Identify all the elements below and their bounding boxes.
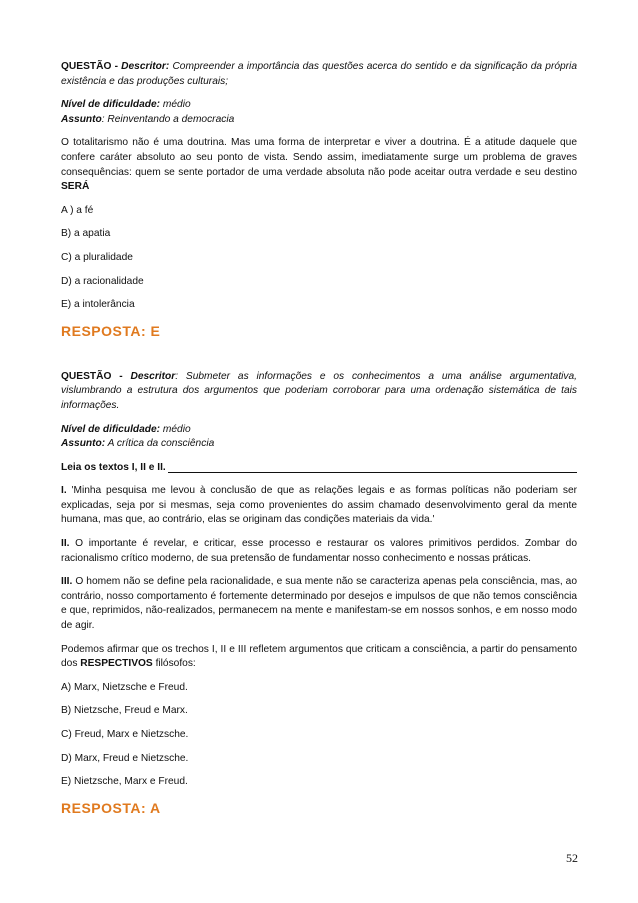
q2-read-texts-label: Leia os textos I, II e II.: [61, 461, 166, 473]
q1-statement: [61, 136, 577, 194]
q1-option-b: B) a apatia: [61, 228, 111, 240]
q2-option-d: D) Marx, Freud e Nietzsche.: [61, 752, 189, 764]
page-number: 52: [566, 851, 578, 865]
q1-answer: RESPOSTA: E: [61, 322, 161, 339]
q1-nivel-value: médio: [160, 99, 191, 111]
q2-text-3-body: O homem não se define pela racionalidade, e sua mente não se caracteriza apenas pela consciência, mas, ao contrário, nosso comportamento é fortemente determinado por desejos e impulsos de que não temos consciência e que, reprimidos, não-realizados, permanecem na mente e manifestam-se em nossos sonhos, e em nosso modo de agir.: [61, 576, 577, 632]
q2-question: [61, 643, 577, 672]
q2-descritor-text: : Submeter as informações e os conhecimentos a uma análise argumentativa, vislumbrando a estrutura dos argumentos que poderiam corroborar para uma ordenação sistemática de tais informações.: [61, 370, 578, 411]
q1-assunto-label: Assunto: [61, 113, 102, 125]
q2-assunto-label: Assunto:: [61, 438, 106, 450]
q2-text-3-label: III.: [61, 576, 73, 588]
q1-option-a: A ) a fé: [61, 204, 94, 216]
q2-text-2-body: O importante é revelar, e criticar, esse processo e restaurar os valores primitivos perdidos. Zombar do racionalismo crítico moderno, de sua pretensão de fundamentar nosso conhecimento e nossas práticas.: [61, 538, 577, 564]
q2-nivel-label: Nível de dificuldade:: [61, 423, 161, 435]
q2-descritor-label: Descritor: [130, 370, 176, 382]
q1-option-e: E) a intolerância: [61, 299, 135, 311]
q2-descritor: [61, 370, 577, 414]
q2-read-texts: [61, 461, 577, 476]
q1-assunto-value: : Reinventando a democracia: [101, 113, 235, 125]
q1-descritor-label: Descritor:: [121, 61, 170, 72]
q1-descritor: [61, 60, 577, 89]
q2-option-c: C) Freud, Marx e Nietzsche.: [61, 729, 189, 740]
q2-text-1-label: I.: [61, 485, 67, 497]
question-2: [61, 370, 577, 817]
q2-nivel-value: médio: [160, 423, 191, 435]
q2-option-e: E) Nietzsche, Marx e Freud.: [61, 776, 188, 788]
q1-statement-bold: SERÁ: [61, 181, 90, 193]
q2-question-bold: RESPECTIVOS: [80, 658, 153, 670]
q1-sep: -: [111, 61, 122, 72]
q1-nivel: [61, 98, 577, 113]
page-content: [61, 60, 577, 817]
q2-question-text: Podemos afirmar que os trechos I, II e III refletem argumentos que criticam a consciência, a partir do pensamento dos: [61, 643, 577, 670]
q1-option-c: C) a pluralidade: [61, 251, 133, 263]
q1-nivel-label: Nível de dificuldade:: [61, 99, 161, 111]
q1-option-d: D) a racionalidade: [61, 275, 144, 287]
q2-text-2: [61, 537, 577, 566]
q2-nivel: [61, 423, 577, 438]
q1-statement-text: O totalitarismo não é uma doutrina. Mas uma forma de interpretar e viver a doutrina. É a atitude daquele que confere caráter absoluto ao seu ponto de vista. Sendo assim, imediatamente surge um problema de graves consequências: quem se sente portador de uma verdade absoluta não pode aceitar outra verdade e seu destino: [61, 137, 577, 178]
q1-assunto: [61, 113, 577, 128]
q2-option-b: B) Nietzsche, Freud e Marx.: [61, 705, 188, 717]
q2-option-a: A) Marx, Nietzsche e Freud.: [61, 681, 188, 693]
underline-rule: [168, 472, 577, 473]
q2-question-end: filósofos:: [152, 658, 196, 670]
q1-descritor-text: Compreender a importância das questões acerca do sentido e da significação da própria existência e das produções culturais;: [61, 61, 577, 87]
q2-text-1: [61, 484, 577, 528]
q2-label: QUESTÃO: [61, 370, 112, 382]
q2-answer: RESPOSTA: A: [61, 799, 161, 816]
q2-assunto: [61, 437, 577, 452]
q2-text-1-body: 'Minha pesquisa me levou à conclusão de que as relações legais e as formas políticas não poderiam ser explicadas, seja por si mesmas, seja como provenientes do assim chamado desenvolvimento geral da mente humana, mas que, ao contrário, elas se originam das condições materiais da vida.': [61, 485, 577, 526]
q2-text-3: [61, 575, 577, 633]
q1-label: QUESTÃO: [61, 61, 112, 72]
q2-assunto-value: A crítica da consciência: [105, 438, 215, 450]
q2-sep: -: [111, 370, 131, 382]
question-1: [61, 60, 577, 340]
q2-text-2-label: II.: [61, 538, 70, 550]
